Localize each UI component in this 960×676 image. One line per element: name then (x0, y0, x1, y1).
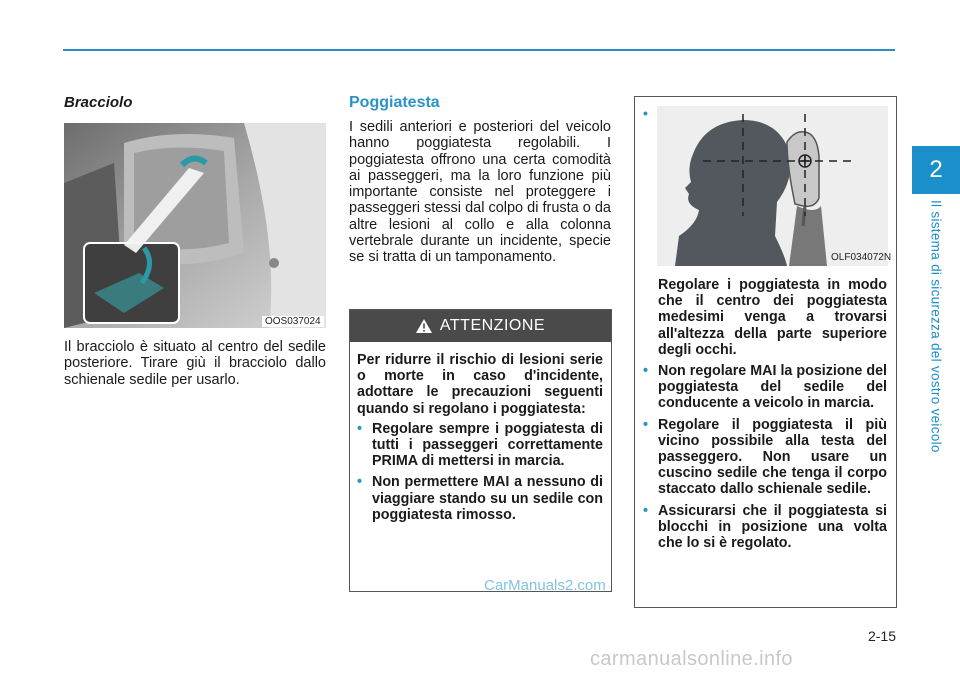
warning-bullet: • Non permettere MAI a nessuno di viaggiare stando su un sedile con poggiatesta rimosso. (357, 474, 603, 523)
instruction-bullet: • Non regolare MAI la posizione del poggiatesta del sedile del conducente a veicolo in marcia. (643, 363, 887, 412)
warning-title: ATTENZIONE (439, 317, 546, 334)
warning-header (350, 310, 611, 342)
warning-intro: Per ridurre il rischio di lesioni serie o morte in caso d'incidente, adottare le precauzioni seguenti quando si regolano i poggiatesta: (357, 352, 603, 417)
chapter-number-tab: 2 (912, 146, 960, 194)
armrest-title: Bracciolo (64, 94, 133, 111)
bullet-dot-icon: • (643, 105, 648, 121)
warning-triangle-icon (416, 319, 432, 333)
watermark-site: carmanualsonline.info (590, 648, 793, 670)
first-item-text: Regolare i poggiatesta in modo che il centro dei poggiatesta medesimi venga a trovarsi all'altezza della parte superiore degli occhi. (658, 277, 887, 358)
armrest-figure-code: OOS037024 (262, 316, 324, 327)
header-rule (63, 49, 895, 51)
headrest-position-illustration (657, 106, 888, 266)
headrest-figure-code: OLF034072N (831, 252, 892, 263)
warning-box (349, 309, 612, 592)
warning-bullet: • Regolare sempre i poggiatesta di tutti i passeggeri correttamente PRIMA di mettersi in marcia. (357, 420, 603, 470)
bullet-dot-icon: • (643, 416, 649, 433)
watermark-link[interactable]: CarManuals2.com (484, 577, 606, 594)
instruction-bullet: • Assicurarsi che il poggiatesta si blocchi in posizione una volta che lo si è regolato. (643, 502, 887, 552)
chapter-title: Il sistema di sicurezza del vostro veicolo (928, 200, 944, 453)
bullet-dot-icon: • (357, 420, 363, 437)
armrest-text: Il bracciolo è situato al centro del sedile posteriore. Tirare giù il bracciolo dallo schienale sedile per usarlo. (64, 339, 326, 388)
headrest-title: Poggiatesta (349, 94, 440, 111)
page-number: 2-15 (867, 628, 896, 644)
headrest-text: I sedili anteriori e posteriori del veicolo hanno poggiatesta regolabili. I poggiatesta offrono una certa comodità ai passeggeri, ma la loro funzione più importante consiste nel proteggere i passeggeri stessi dal colpo di frusta o da altre lesioni al collo e alla colonna vertebrale durante un incidente, specie se si tratta di un tamponamento. (349, 119, 611, 266)
bullet-dot-icon: • (357, 474, 363, 491)
headrest-instructions-box (634, 96, 897, 608)
bullet-dot-icon: • (643, 502, 649, 519)
bullet-dot-icon: • (643, 363, 649, 380)
armrest-photo (64, 123, 326, 328)
instruction-bullet: • Regolare il poggiatesta il più vicino possibile alla testa del passeggero. Non usare un cuscino sedile che tenga il corpo staccato dallo schienale sedile. (643, 416, 887, 498)
